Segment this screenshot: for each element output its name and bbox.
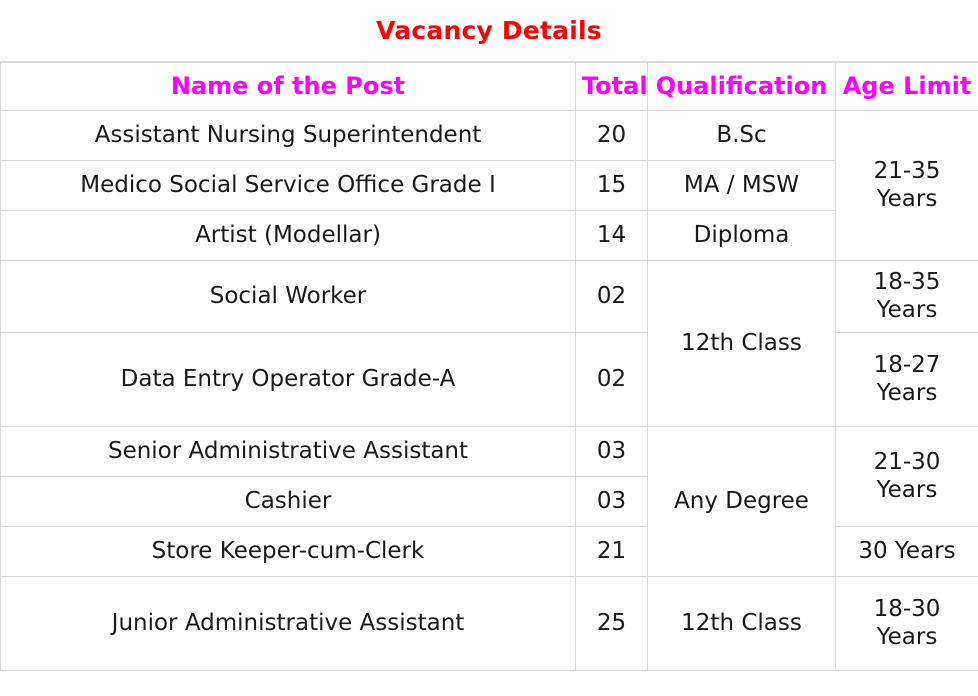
cell-age-limit: 18-30 Years	[836, 577, 978, 671]
cell-post: Senior Administrative Assistant	[1, 427, 576, 477]
cell-post: Junior Administrative Assistant	[1, 577, 576, 671]
table-row	[1, 427, 978, 477]
cell-post: Store Keeper-cum-Clerk	[1, 527, 576, 577]
cell-age-limit: 30 Years	[836, 527, 978, 577]
cell-total: 02	[576, 261, 648, 333]
cell-post: Artist (Modellar)	[1, 211, 576, 261]
cell-total: 20	[576, 111, 648, 161]
cell-post: Medico Social Service Office Grade I	[1, 161, 576, 211]
cell-total: 03	[576, 427, 648, 477]
cell-post: Data Entry Operator Grade-A	[1, 333, 576, 427]
column-header-qualification: Qualification	[648, 63, 836, 111]
cell-total: 02	[576, 333, 648, 427]
table-row	[1, 577, 978, 671]
cell-qualification: B.Sc	[648, 111, 836, 161]
cell-total: 14	[576, 211, 648, 261]
column-header-age-limit: Age Limit	[836, 63, 978, 111]
table-row	[1, 111, 978, 161]
cell-total: 21	[576, 527, 648, 577]
table-row	[1, 211, 978, 261]
cell-qualification: Any Degree	[648, 427, 836, 577]
cell-total: 15	[576, 161, 648, 211]
cell-total: 25	[576, 577, 648, 671]
cell-qualification: 12th Class	[648, 261, 836, 427]
cell-post: Social Worker	[1, 261, 576, 333]
table-header-row	[1, 63, 978, 111]
cell-qualification: MA / MSW	[648, 161, 836, 211]
cell-total: 03	[576, 477, 648, 527]
cell-post: Cashier	[1, 477, 576, 527]
title-row	[0, 0, 978, 62]
vacancy-table	[0, 62, 978, 671]
column-header-total: Total	[576, 63, 648, 111]
cell-qualification: 12th Class	[648, 577, 836, 671]
cell-qualification: Diploma	[648, 211, 836, 261]
page-title: Vacancy Details	[376, 16, 602, 45]
cell-post: Assistant Nursing Superintendent	[1, 111, 576, 161]
column-header-post: Name of the Post	[1, 63, 576, 111]
cell-age-limit: 21-35 Years	[836, 111, 978, 261]
table-row	[1, 161, 978, 211]
cell-age-limit: 18-35 Years	[836, 261, 978, 333]
cell-age-limit: 18-27 Years	[836, 333, 978, 427]
cell-age-limit: 21-30 Years	[836, 427, 978, 527]
table-row	[1, 261, 978, 333]
